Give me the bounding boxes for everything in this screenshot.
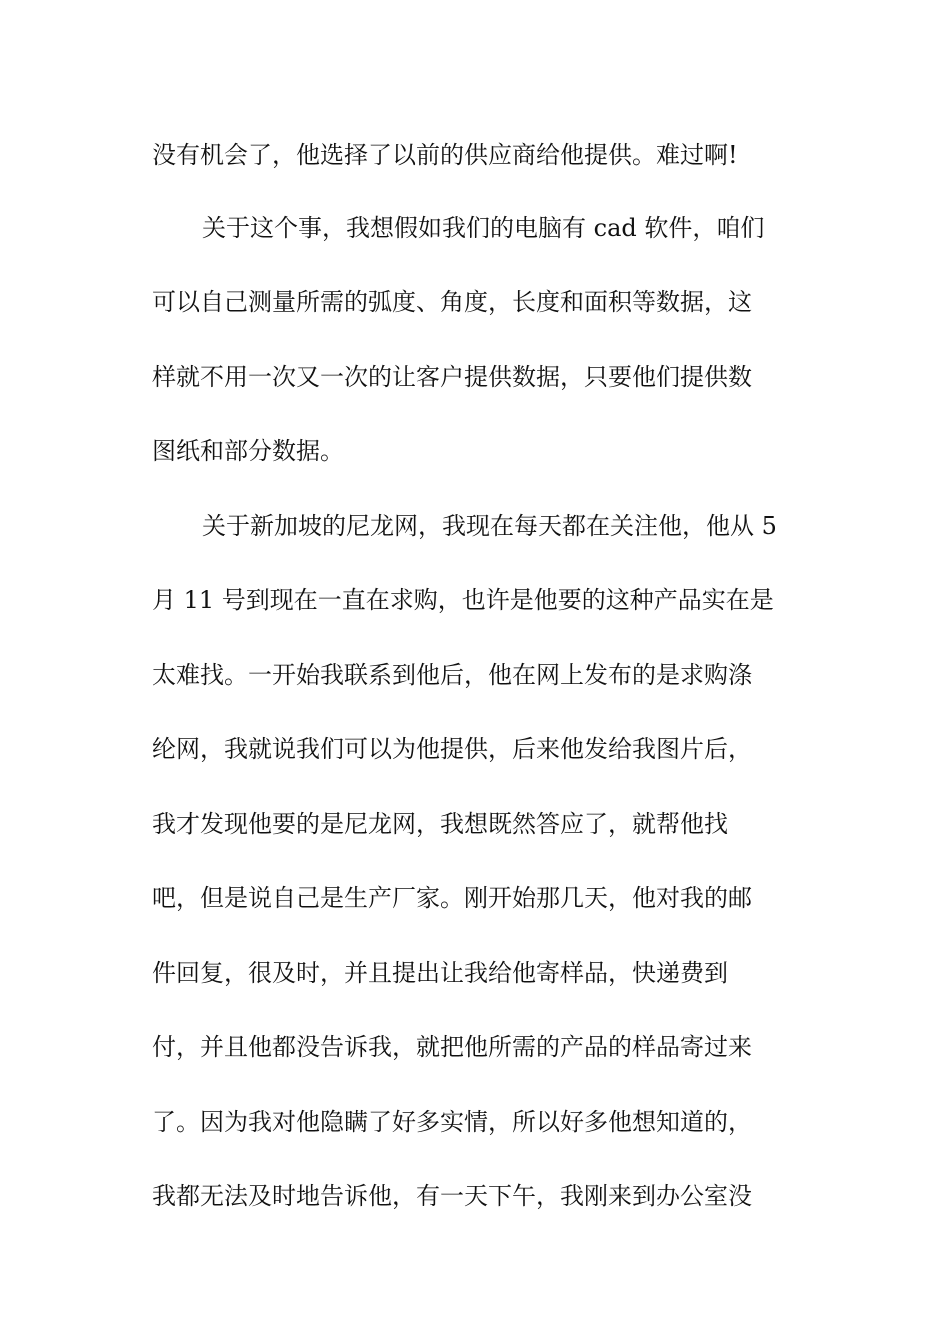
text-line: 图纸和部分数据。 bbox=[152, 437, 344, 465]
text-line: 付，并且他都没告诉我，就把他所需的产品的样品寄过来 bbox=[152, 1033, 752, 1061]
text-line: 了。因为我对他隐瞒了好多实情，所以好多他想知道的， bbox=[152, 1108, 752, 1136]
text-line: 纶网，我就说我们可以为他提供，后来他发给我图片后， bbox=[152, 735, 752, 763]
text-line: 我才发现他要的是尼龙网，我想既然答应了，就帮他找 bbox=[152, 810, 728, 838]
text-line: 样就不用一次又一次的让客户提供数据，只要他们提供数 bbox=[152, 363, 752, 391]
text-line: 没有机会了，他选择了以前的供应商给他提供。难过啊! bbox=[152, 141, 738, 169]
text-line: 件回复，很及时，并且提出让我给他寄样品，快递费到 bbox=[152, 959, 728, 987]
text-line: 太难找。一开始我联系到他后，他在网上发布的是求购涤 bbox=[152, 661, 752, 689]
text-line: 我都无法及时地告诉他，有一天下午，我刚来到办公室没 bbox=[152, 1182, 752, 1210]
text-line: 可以自己测量所需的弧度、角度，长度和面积等数据，这 bbox=[152, 288, 752, 316]
paragraph-start-line: 关于这个事，我想假如我们的电脑有 cad 软件，咱们 bbox=[202, 214, 765, 242]
text-line: 月 11 号到现在一直在求购，也许是他要的这种产品实在是 bbox=[152, 586, 774, 614]
text-line: 吧，但是说自己是生产厂家。刚开始那几天，他对我的邮 bbox=[152, 884, 752, 912]
paragraph-start-line: 关于新加坡的尼龙网，我现在每天都在关注他，他从 5 bbox=[202, 512, 777, 540]
